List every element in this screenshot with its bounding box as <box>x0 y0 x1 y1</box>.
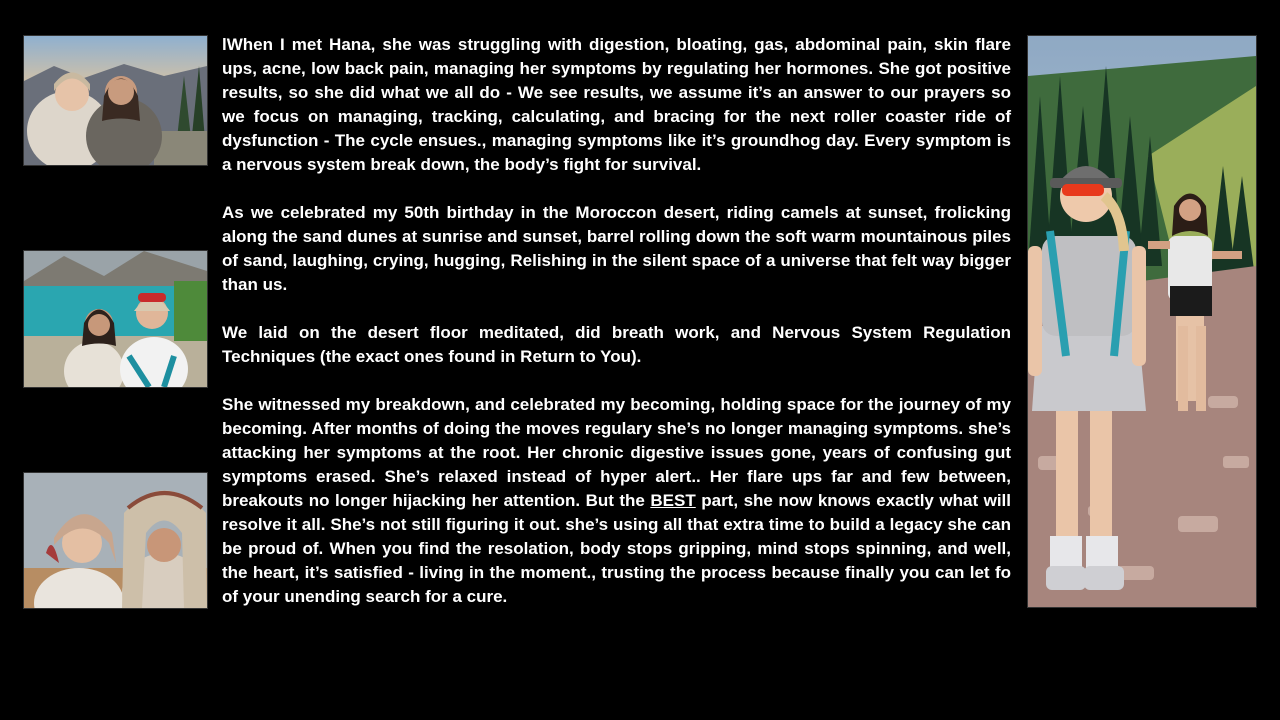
story-text <box>222 33 1011 609</box>
story-paragraph-4-part-2: part, she now knows exactly what will resolve it all. She’s not still figuring it out. she’s using all that extra time to build a legacy she can be proud of. When you find the resolation, body stops gripping, mind stops spinning, and well, the heart, it’s satisfied - living in the moment., trusting the process because finally you can let fo of your unending search for a cure. <box>222 491 1011 606</box>
story-paragraph-2: As we celebrated my 50th birthday in the Moroccon desert, riding camels at sunset, frolicking along the sand dunes at sunrise and sunset, barrel rolling down the soft warm mountainous piles of sand, laughing, crying, hugging, Relishing in the silent space of a universe that felt way bigger than us. <box>222 203 1011 294</box>
best-emphasis: BEST <box>650 491 696 510</box>
lake-selfie-photo <box>23 250 208 388</box>
mountain-selfie-photo <box>23 35 208 166</box>
story-paragraph-4-part-1: She witnessed my breakdown, and celebrated my becoming, holding space for the journey of my becoming. After months of doing the moves regulary she’s no longer managing symptoms. she’s attacking her symptoms at the root. Her chronic digestive issues gone, years of confusing gut symptoms erased. She’s relaxed instead of hyper alert.. Her flare ups far and few between, breakouts no longer hijacking her attention. But the <box>222 395 1011 510</box>
trail-hiking-photo <box>1027 35 1257 608</box>
story-paragraph-1: lWhen I met Hana, she was struggling with digestion, bloating, gas, abdominal pain, skin flare ups, acne, low back pain, managing her symptoms by regulating her hormones. She got positive results, so she did what we all do - We see results, we assume it’s an answer to our prayers so we focus on managing, tracking, calculating, and bracing for the next roller coaster ride of dysfunction - The cycle ensues., managing symptoms like it’s groundhog day. Every symptom is a nervous system break down, the body’s fight for survival. <box>222 35 1011 174</box>
story-paragraph-4 <box>222 393 1011 609</box>
desert-headscarf-selfie-photo <box>23 472 208 609</box>
story-paragraph-3: We laid on the desert floor meditated, did breath work, and Nervous System Regulation Techniques (the exact ones found in Return to You). <box>222 323 1011 366</box>
